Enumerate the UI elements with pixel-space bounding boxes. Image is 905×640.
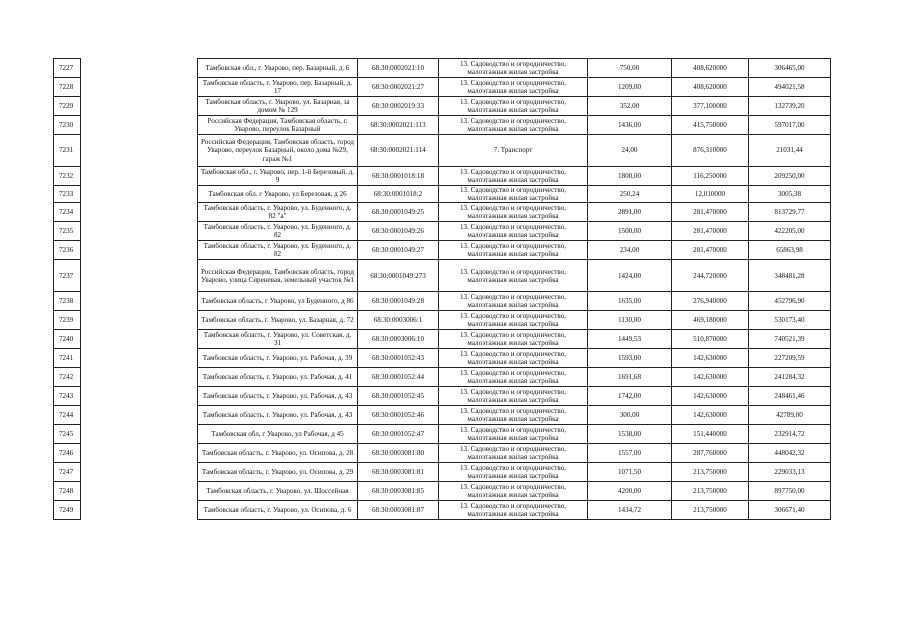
table-row bbox=[54, 292, 831, 311]
address-cell: Тамбовская область, г. Уварово, пер. Базарный, д. 17 bbox=[198, 78, 358, 97]
row-number: 7240 bbox=[54, 330, 81, 349]
specific-value-cell: 142,630000 bbox=[672, 387, 749, 406]
gap-cell bbox=[81, 463, 198, 482]
table-row bbox=[54, 203, 831, 222]
gap-cell bbox=[81, 501, 198, 520]
specific-value-cell: 281,470000 bbox=[672, 222, 749, 241]
land-use-cell: 13. Садоводство и огородничество, малоэтажная жилая застройка bbox=[439, 167, 588, 186]
table-row bbox=[54, 463, 831, 482]
specific-value-cell: 244,720000 bbox=[672, 260, 749, 292]
gap-cell bbox=[81, 222, 198, 241]
area-cell: 1436,00 bbox=[588, 116, 672, 135]
address-cell: Тамбовская область, г. Уварово, ул. Рабочая, д. 43 bbox=[198, 387, 358, 406]
table-row bbox=[54, 425, 831, 444]
land-use-cell: 13. Садоводство и огородничество, малоэтажная жилая застройка bbox=[439, 241, 588, 260]
area-cell: 1635,00 bbox=[588, 292, 672, 311]
area-cell: 1593,00 bbox=[588, 349, 672, 368]
land-use-cell: 13. Садоводство и огородничество, малоэтажная жилая застройка bbox=[439, 97, 588, 116]
gap-cell bbox=[81, 203, 198, 222]
address-cell: Тамбовская область, г. Уварово, ул. Рабочая, д. 43 bbox=[198, 406, 358, 425]
cadastral-number-cell: 68:30:0001049:25 bbox=[358, 203, 439, 222]
specific-value-cell: 213,750000 bbox=[672, 482, 749, 501]
table-row bbox=[54, 501, 831, 520]
area-cell: 1742,00 bbox=[588, 387, 672, 406]
cadastral-number-cell: 68:30:0003081:80 bbox=[358, 444, 439, 463]
area-cell: 1424,00 bbox=[588, 260, 672, 292]
gap-cell bbox=[81, 406, 198, 425]
cadastral-number-cell: 68:30:0001049:26 bbox=[358, 222, 439, 241]
cadastral-number-cell: 68:30:0002021:27 bbox=[358, 78, 439, 97]
land-use-cell: 13. Садоводство и огородничество, малоэтажная жилая застройка bbox=[439, 59, 588, 78]
cadastral-number-cell: 68:30:0002021:114 bbox=[358, 135, 439, 167]
address-cell: Российская Федерация, Тамбовская область, город Уварово, улица Сиреневая, земельный участок №1 bbox=[198, 260, 358, 292]
cadastral-value-cell: 21031,44 bbox=[749, 135, 831, 167]
address-cell: Российская Федерация, Тамбовская область, город Уварово, переулок Базарный, около дома №29, гараж №1 bbox=[198, 135, 358, 167]
cadastral-number-cell: 68:30:0003081:85 bbox=[358, 482, 439, 501]
gap-cell bbox=[81, 330, 198, 349]
area-cell: 1500,00 bbox=[588, 222, 672, 241]
row-number: 7241 bbox=[54, 349, 81, 368]
land-use-cell: 13. Садоводство и огородничество, малоэтажная жилая застройка bbox=[439, 311, 588, 330]
cadastral-number-cell: 68:30:0003006:10 bbox=[358, 330, 439, 349]
address-cell: Тамбовская область, г. Уварово, ул. Буденного, д. 82 bbox=[198, 241, 358, 260]
row-number: 7245 bbox=[54, 425, 81, 444]
cadastral-number-cell: 68:30:0001018:18 bbox=[358, 167, 439, 186]
gap-cell bbox=[81, 116, 198, 135]
cadastral-value-cell: 530173,40 bbox=[749, 311, 831, 330]
row-number: 7230 bbox=[54, 116, 81, 135]
land-use-cell: 13. Садоводство и огородничество, малоэтажная жилая застройка bbox=[439, 501, 588, 520]
cadastral-value-cell: 494021,58 bbox=[749, 78, 831, 97]
land-use-cell: 13. Садоводство и огородничество, малоэтажная жилая застройка bbox=[439, 482, 588, 501]
specific-value-cell: 142,630000 bbox=[672, 368, 749, 387]
land-use-cell: 13. Садоводство и огородничество, малоэтажная жилая застройка bbox=[439, 368, 588, 387]
cadastral-value-cell: 740521,39 bbox=[749, 330, 831, 349]
area-cell: 1130,00 bbox=[588, 311, 672, 330]
area-cell: 24,00 bbox=[588, 135, 672, 167]
cadastral-number-cell: 68:30:0002019:33 bbox=[358, 97, 439, 116]
row-number: 7233 bbox=[54, 186, 81, 203]
area-cell: 2891,00 bbox=[588, 203, 672, 222]
gap-cell bbox=[81, 78, 198, 97]
area-cell: 1434,72 bbox=[588, 501, 672, 520]
row-number: 7248 bbox=[54, 482, 81, 501]
area-cell: 750,00 bbox=[588, 59, 672, 78]
cadastral-number-cell: 68:30:0002021:113 bbox=[358, 116, 439, 135]
specific-value-cell: 510,870000 bbox=[672, 330, 749, 349]
cadastral-value-cell: 229033,13 bbox=[749, 463, 831, 482]
gap-cell bbox=[81, 59, 198, 78]
specific-value-cell: 213,750000 bbox=[672, 463, 749, 482]
area-cell: 352,00 bbox=[588, 97, 672, 116]
cadastral-number-cell: 68:30:0001049:27 bbox=[358, 241, 439, 260]
specific-value-cell: 415,750000 bbox=[672, 116, 749, 135]
specific-value-cell: 213,750000 bbox=[672, 501, 749, 520]
land-use-cell: 13. Садоводство и огородничество, малоэтажная жилая застройка bbox=[439, 78, 588, 97]
cadastral-value-cell: 248461,46 bbox=[749, 387, 831, 406]
cadastral-number-cell: 68:30:0003081:81 bbox=[358, 463, 439, 482]
area-cell: 4200,00 bbox=[588, 482, 672, 501]
row-number: 7237 bbox=[54, 260, 81, 292]
gap-cell bbox=[81, 292, 198, 311]
specific-value-cell: 12,010000 bbox=[672, 186, 749, 203]
land-use-cell: 13. Садоводство и огородничество, малоэтажная жилая застройка bbox=[439, 330, 588, 349]
gap-cell bbox=[81, 260, 198, 292]
table-row bbox=[54, 444, 831, 463]
gap-cell bbox=[81, 311, 198, 330]
table-row bbox=[54, 482, 831, 501]
cadastral-number-cell: 68:30:0003081:87 bbox=[358, 501, 439, 520]
specific-value-cell: 142,630000 bbox=[672, 406, 749, 425]
cadastral-value-cell: 42789,00 bbox=[749, 406, 831, 425]
gap-cell bbox=[81, 97, 198, 116]
address-cell: Тамбовская область, г. Уварово, ул. Советская, д. 31 bbox=[198, 330, 358, 349]
cadastral-number-cell: 68:30:0001052:47 bbox=[358, 425, 439, 444]
table-row bbox=[54, 387, 831, 406]
address-cell: Тамбовская область, г. Уварово, ул. Осипова, д. 28 bbox=[198, 444, 358, 463]
land-use-cell: 13. Садоводство и огородничество, малоэтажная жилая застройка bbox=[439, 444, 588, 463]
cadastral-value-cell: 306671,40 bbox=[749, 501, 831, 520]
address-cell: Тамбовская обл, г Уварово, ул Рабочая, д 45 bbox=[198, 425, 358, 444]
table-row bbox=[54, 78, 831, 97]
table-row bbox=[54, 330, 831, 349]
cadastral-number-cell: 68:30:0001052:46 bbox=[358, 406, 439, 425]
area-cell: 250,24 bbox=[588, 186, 672, 203]
row-number: 7244 bbox=[54, 406, 81, 425]
cadastral-number-cell: 68:30:0001052:45 bbox=[358, 387, 439, 406]
cadastral-number-cell: 68:30:0001018:2 bbox=[358, 186, 439, 203]
row-number: 7238 bbox=[54, 292, 81, 311]
table-body bbox=[54, 59, 831, 520]
address-cell: Тамбовская обл. г Уварово, ул Березовая, д 26 bbox=[198, 186, 358, 203]
gap-cell bbox=[81, 425, 198, 444]
table-row bbox=[54, 222, 831, 241]
land-use-cell: 7. Транспорт bbox=[439, 135, 588, 167]
row-number: 7229 bbox=[54, 97, 81, 116]
address-cell: Тамбовская область, г. Уварово, ул. Шоссейная bbox=[198, 482, 358, 501]
specific-value-cell: 408,620000 bbox=[672, 78, 749, 97]
cadastral-value-cell: 3005,38 bbox=[749, 186, 831, 203]
table-row bbox=[54, 116, 831, 135]
specific-value-cell: 151,440000 bbox=[672, 425, 749, 444]
row-number: 7232 bbox=[54, 167, 81, 186]
specific-value-cell: 287,760000 bbox=[672, 444, 749, 463]
row-number: 7234 bbox=[54, 203, 81, 222]
cadastral-number-cell: 68:30:0001052:44 bbox=[358, 368, 439, 387]
table-row bbox=[54, 406, 831, 425]
area-cell: 234,00 bbox=[588, 241, 672, 260]
cadastral-value-cell: 241284,32 bbox=[749, 368, 831, 387]
gap-cell bbox=[81, 387, 198, 406]
row-number: 7231 bbox=[54, 135, 81, 167]
land-use-cell: 13. Садоводство и огородничество, малоэтажная жилая застройка bbox=[439, 406, 588, 425]
address-cell: Тамбовская область, г. Уварово, ул. Буденного, д. 82 "а" bbox=[198, 203, 358, 222]
row-number: 7243 bbox=[54, 387, 81, 406]
address-cell: Тамбовская область, г. Уварово, ул. Рабочая, д. 41 bbox=[198, 368, 358, 387]
table-row bbox=[54, 311, 831, 330]
address-cell: Тамбовская обл., г. Уварово, пер. Базарный, д. 6 bbox=[198, 59, 358, 78]
gap-cell bbox=[81, 368, 198, 387]
table-row bbox=[54, 241, 831, 260]
land-use-cell: 13. Садоводство и огородничество, малоэтажная жилая застройка bbox=[439, 425, 588, 444]
cadastral-number-cell: 68:30:0001049:273 bbox=[358, 260, 439, 292]
table-row bbox=[54, 260, 831, 292]
table-row bbox=[54, 59, 831, 78]
land-use-cell: 13. Садоводство и огородничество, малоэтажная жилая застройка bbox=[439, 349, 588, 368]
cadastral-value-cell: 232914,72 bbox=[749, 425, 831, 444]
row-number: 7247 bbox=[54, 463, 81, 482]
cadastral-value-cell: 306465,00 bbox=[749, 59, 831, 78]
cadastral-number-cell: 68:30:0002021:10 bbox=[358, 59, 439, 78]
address-cell: Тамбовская область, г. Уварово, ул. Базарная, д. 72 bbox=[198, 311, 358, 330]
area-cell: 1209,00 bbox=[588, 78, 672, 97]
address-cell: Тамбовская область, г Уварово, ул Буденного, д 86 bbox=[198, 292, 358, 311]
land-use-cell: 13. Садоводство и огородничество, малоэтажная жилая застройка bbox=[439, 292, 588, 311]
address-cell: Тамбовская обл., г. Уварово, пер. 1-й Березовый, д. 9 bbox=[198, 167, 358, 186]
cadastral-value-cell: 132739,20 bbox=[749, 97, 831, 116]
row-number: 7242 bbox=[54, 368, 81, 387]
address-cell: Тамбовская область, г. Уварово, ул. Осипова, д. 29 bbox=[198, 463, 358, 482]
row-number: 7227 bbox=[54, 59, 81, 78]
row-number: 7236 bbox=[54, 241, 81, 260]
gap-cell bbox=[81, 444, 198, 463]
cadastral-value-cell: 452796,90 bbox=[749, 292, 831, 311]
table-row bbox=[54, 349, 831, 368]
gap-cell bbox=[81, 186, 198, 203]
cadastral-value-cell: 813729,77 bbox=[749, 203, 831, 222]
area-cell: 1800,00 bbox=[588, 167, 672, 186]
cadastral-value-cell: 448042,32 bbox=[749, 444, 831, 463]
row-number: 7235 bbox=[54, 222, 81, 241]
row-number: 7249 bbox=[54, 501, 81, 520]
cadastral-value-cell: 897750,00 bbox=[749, 482, 831, 501]
land-use-cell: 13. Садоводство и огородничество, малоэтажная жилая застройка bbox=[439, 463, 588, 482]
gap-cell bbox=[81, 167, 198, 186]
table-row bbox=[54, 135, 831, 167]
gap-cell bbox=[81, 482, 198, 501]
gap-cell bbox=[81, 349, 198, 368]
specific-value-cell: 281,470000 bbox=[672, 203, 749, 222]
specific-value-cell: 377,100000 bbox=[672, 97, 749, 116]
land-use-cell: 13. Садоводство и огородничество, малоэтажная жилая застройка bbox=[439, 186, 588, 203]
gap-cell bbox=[81, 135, 198, 167]
cadastral-value-cell: 209250,00 bbox=[749, 167, 831, 186]
area-cell: 1691,68 bbox=[588, 368, 672, 387]
gap-cell bbox=[81, 241, 198, 260]
area-cell: 300,00 bbox=[588, 406, 672, 425]
row-number: 7246 bbox=[54, 444, 81, 463]
cadastral-value-cell: 597017,00 bbox=[749, 116, 831, 135]
specific-value-cell: 281,470000 bbox=[672, 241, 749, 260]
row-number: 7228 bbox=[54, 78, 81, 97]
specific-value-cell: 276,940000 bbox=[672, 292, 749, 311]
land-use-cell: 13. Садоводство и огородничество, малоэтажная жилая застройка bbox=[439, 260, 588, 292]
cadastral-value-cell: 227209,59 bbox=[749, 349, 831, 368]
address-cell: Российская Федерация, Тамбовская область, г. Уварово, переулок Базарный bbox=[198, 116, 358, 135]
area-cell: 1449,53 bbox=[588, 330, 672, 349]
address-cell: Тамбовская область, г. Уварово, ул. Базарная, за домом № 129 bbox=[198, 97, 358, 116]
specific-value-cell: 408,620000 bbox=[672, 59, 749, 78]
specific-value-cell: 116,250000 bbox=[672, 167, 749, 186]
table-row bbox=[54, 186, 831, 203]
area-cell: 1071,50 bbox=[588, 463, 672, 482]
cadastral-number-cell: 68:30:0003006:1 bbox=[358, 311, 439, 330]
cadastral-number-cell: 68:30:0001049:28 bbox=[358, 292, 439, 311]
specific-value-cell: 469,180000 bbox=[672, 311, 749, 330]
table-row bbox=[54, 368, 831, 387]
address-cell: Тамбовская область, г. Уварово, ул. Осипова, д. 6 bbox=[198, 501, 358, 520]
land-use-cell: 13. Садоводство и огородничество, малоэтажная жилая застройка bbox=[439, 116, 588, 135]
cadastral-value-cell: 65863,98 bbox=[749, 241, 831, 260]
cadastral-value-table bbox=[53, 58, 831, 520]
address-cell: Тамбовская область, г. Уварово, ул. Рабочая, д. 39 bbox=[198, 349, 358, 368]
land-use-cell: 13. Садоводство и огородничество, малоэтажная жилая застройка bbox=[439, 203, 588, 222]
row-number: 7239 bbox=[54, 311, 81, 330]
area-cell: 1538,00 bbox=[588, 425, 672, 444]
specific-value-cell: 142,630000 bbox=[672, 349, 749, 368]
cadastral-value-cell: 348481,28 bbox=[749, 260, 831, 292]
cadastral-number-cell: 68:30:0001052:43 bbox=[358, 349, 439, 368]
specific-value-cell: 876,310000 bbox=[672, 135, 749, 167]
table-row bbox=[54, 167, 831, 186]
area-cell: 1557,00 bbox=[588, 444, 672, 463]
address-cell: Тамбовская область, г. Уварово, ул. Буденного, д. 82 bbox=[198, 222, 358, 241]
land-use-cell: 13. Садоводство и огородничество, малоэтажная жилая застройка bbox=[439, 222, 588, 241]
cadastral-value-cell: 422205,00 bbox=[749, 222, 831, 241]
land-use-cell: 13. Садоводство и огородничество, малоэтажная жилая застройка bbox=[439, 387, 588, 406]
table-row bbox=[54, 97, 831, 116]
